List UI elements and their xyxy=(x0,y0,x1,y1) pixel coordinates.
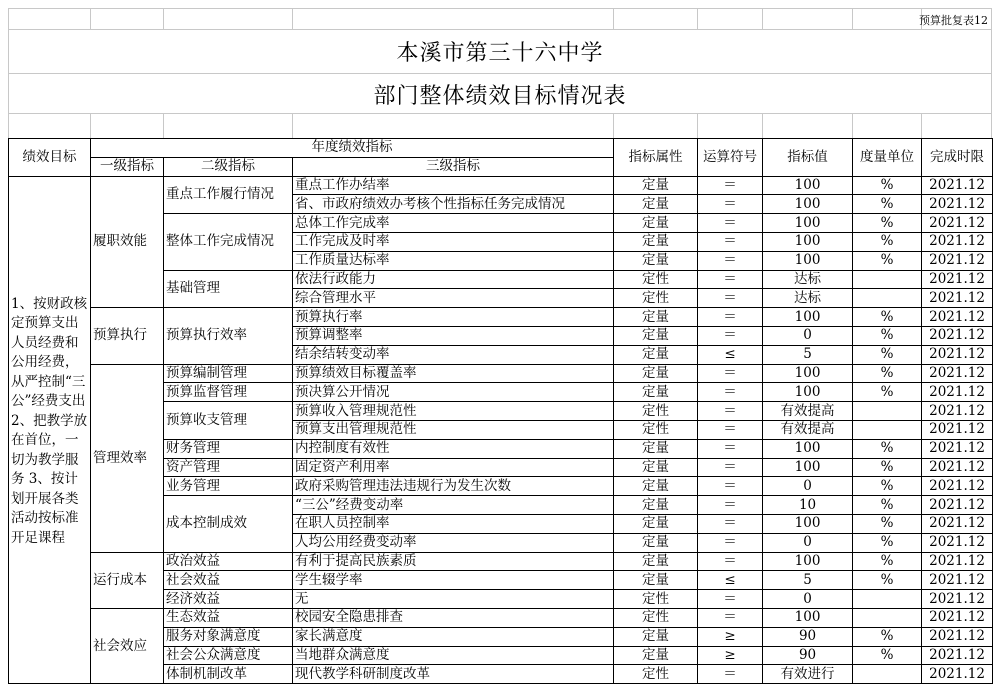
grid-line xyxy=(852,113,853,138)
level3-indicator: “三公”经费变动率 xyxy=(293,496,614,515)
table-row xyxy=(9,308,993,327)
grid-line xyxy=(697,113,698,138)
completion-deadline: 2021.12 xyxy=(922,232,993,251)
level3-indicator: 在职人员控制率 xyxy=(293,514,614,533)
grid-line xyxy=(8,8,9,138)
level3-indicator: 综合管理水平 xyxy=(293,289,614,308)
level2-indicator: 社会效益 xyxy=(164,571,293,590)
indicator-value: 达标 xyxy=(763,289,853,308)
level3-indicator: 预算绩效目标覆盖率 xyxy=(293,364,614,383)
indicator-attribute: 定量 xyxy=(614,364,698,383)
measure-unit: % xyxy=(853,571,922,590)
grid-line xyxy=(8,8,992,9)
indicator-value: 100 xyxy=(763,514,853,533)
measure-unit xyxy=(853,665,922,684)
header-deadline: 完成时限 xyxy=(922,139,993,177)
table-body xyxy=(9,176,993,684)
measure-unit: % xyxy=(853,477,922,496)
header-operator: 运算符号 xyxy=(698,139,763,177)
level2-indicator: 体制机制改革 xyxy=(164,665,293,684)
level2-indicator: 生态效益 xyxy=(164,608,293,627)
operator-symbol: ＝ xyxy=(698,251,763,270)
indicator-value: 0 xyxy=(763,590,853,609)
operator-symbol: ＝ xyxy=(698,195,763,214)
grid-line xyxy=(921,113,922,138)
measure-unit: % xyxy=(853,627,922,646)
operator-symbol: ＝ xyxy=(698,420,763,439)
indicator-attribute: 定量 xyxy=(614,458,698,477)
indicator-value: 100 xyxy=(763,552,853,571)
measure-unit: % xyxy=(853,646,922,665)
completion-deadline: 2021.12 xyxy=(922,458,993,477)
table-row xyxy=(9,176,993,195)
completion-deadline: 2021.12 xyxy=(922,251,993,270)
indicator-value: 有效进行 xyxy=(763,665,853,684)
indicator-attribute: 定量 xyxy=(614,176,698,195)
header-level3: 三级指标 xyxy=(293,157,614,176)
indicator-attribute: 定量 xyxy=(614,326,698,345)
measure-unit: % xyxy=(853,364,922,383)
level3-indicator: 预算收入管理规范性 xyxy=(293,402,614,421)
indicator-attribute: 定量 xyxy=(614,383,698,402)
measure-unit xyxy=(853,402,922,421)
level3-indicator: 总体工作完成率 xyxy=(293,214,614,233)
grid-line xyxy=(762,113,763,138)
indicator-attribute: 定量 xyxy=(614,571,698,590)
level1-indicator: 社会效应 xyxy=(91,608,164,683)
indicator-value: 有效提高 xyxy=(763,402,853,421)
indicator-attribute: 定性 xyxy=(614,289,698,308)
indicator-attribute: 定量 xyxy=(614,214,698,233)
indicator-value: 90 xyxy=(763,646,853,665)
level2-indicator: 政治效益 xyxy=(164,552,293,571)
measure-unit: % xyxy=(853,232,922,251)
level2-indicator: 预算收支管理 xyxy=(164,402,293,440)
measure-unit: % xyxy=(853,251,922,270)
operator-symbol: ≤ xyxy=(698,571,763,590)
level3-indicator: 当地群众满意度 xyxy=(293,646,614,665)
completion-deadline: 2021.12 xyxy=(922,608,993,627)
performance-goal-text: 1、按财政核定预算支出人员经费和公用经费，从严控制“三公”经费支出 2、把教学放在首位，一切为教学服务 3、按计划开展各类活动按标准开足课程 xyxy=(9,176,91,684)
grid-line xyxy=(90,113,91,138)
completion-deadline: 2021.12 xyxy=(922,533,993,552)
indicator-attribute: 定性 xyxy=(614,590,698,609)
level3-indicator: 预算支出管理规范性 xyxy=(293,420,614,439)
measure-unit: % xyxy=(853,308,922,327)
level3-indicator: 预算调整率 xyxy=(293,326,614,345)
level2-indicator: 成本控制成效 xyxy=(164,496,293,552)
completion-deadline: 2021.12 xyxy=(922,383,993,402)
measure-unit: % xyxy=(853,514,922,533)
measure-unit: % xyxy=(853,176,922,195)
indicator-attribute: 定量 xyxy=(614,308,698,327)
level3-indicator: 预算执行率 xyxy=(293,308,614,327)
measure-unit: % xyxy=(853,496,922,515)
operator-symbol: ＝ xyxy=(698,439,763,458)
operator-symbol: ＝ xyxy=(698,477,763,496)
level3-indicator: 重点工作办结率 xyxy=(293,176,614,195)
measure-unit: % xyxy=(853,439,922,458)
level1-indicator: 运行成本 xyxy=(91,552,164,608)
completion-deadline: 2021.12 xyxy=(922,364,993,383)
operator-symbol: ＝ xyxy=(698,552,763,571)
level3-indicator: 家长满意度 xyxy=(293,627,614,646)
grid-line xyxy=(697,8,698,29)
table-title: 部门整体绩效目标情况表 xyxy=(373,84,627,109)
grid-line xyxy=(613,113,614,138)
operator-symbol: ＝ xyxy=(698,289,763,308)
completion-deadline: 2021.12 xyxy=(922,552,993,571)
table-header xyxy=(9,139,993,177)
completion-deadline: 2021.12 xyxy=(922,420,993,439)
level3-indicator: 人均公用经费变动率 xyxy=(293,533,614,552)
completion-deadline: 2021.12 xyxy=(922,496,993,515)
indicator-value: 100 xyxy=(763,214,853,233)
operator-symbol: ＝ xyxy=(698,214,763,233)
completion-deadline: 2021.12 xyxy=(922,289,993,308)
operator-symbol: ＝ xyxy=(698,308,763,327)
level3-indicator: 校园安全隐患排查 xyxy=(293,608,614,627)
performance-table xyxy=(8,138,993,684)
level2-indicator: 预算监督管理 xyxy=(164,383,293,402)
operator-symbol: ＝ xyxy=(698,514,763,533)
operator-symbol: ＝ xyxy=(698,533,763,552)
level2-indicator: 预算执行效率 xyxy=(164,308,293,364)
indicator-attribute: 定量 xyxy=(614,195,698,214)
level3-indicator: 依法行政能力 xyxy=(293,270,614,289)
operator-symbol: ＝ xyxy=(698,608,763,627)
form-number-label: 预算批复表12 xyxy=(919,14,988,27)
indicator-value: 5 xyxy=(763,345,853,364)
indicator-value: 0 xyxy=(763,326,853,345)
grid-line xyxy=(292,8,293,29)
header-unit: 度量单位 xyxy=(853,139,922,177)
operator-symbol: ＝ xyxy=(698,383,763,402)
level3-indicator: 工作完成及时率 xyxy=(293,232,614,251)
operator-symbol: ＝ xyxy=(698,458,763,477)
measure-unit: % xyxy=(853,383,922,402)
completion-deadline: 2021.12 xyxy=(922,270,993,289)
measure-unit xyxy=(853,590,922,609)
indicator-attribute: 定量 xyxy=(614,552,698,571)
indicator-value: 100 xyxy=(763,232,853,251)
level2-indicator: 整体工作完成情况 xyxy=(164,214,293,270)
completion-deadline: 2021.12 xyxy=(922,477,993,496)
level2-indicator: 经济效益 xyxy=(164,590,293,609)
indicator-attribute: 定量 xyxy=(614,627,698,646)
level2-indicator: 基础管理 xyxy=(164,270,293,308)
completion-deadline: 2021.12 xyxy=(922,665,993,684)
grid-line xyxy=(8,113,992,114)
indicator-value: 100 xyxy=(763,439,853,458)
grid-line xyxy=(8,73,992,74)
completion-deadline: 2021.12 xyxy=(922,571,993,590)
completion-deadline: 2021.12 xyxy=(922,345,993,364)
indicator-value: 100 xyxy=(763,383,853,402)
indicator-value: 达标 xyxy=(763,270,853,289)
operator-symbol: ≥ xyxy=(698,627,763,646)
completion-deadline: 2021.12 xyxy=(922,627,993,646)
level1-indicator: 管理效率 xyxy=(91,364,164,552)
header-annual-indicators: 年度绩效指标 xyxy=(91,139,614,158)
measure-unit: % xyxy=(853,326,922,345)
operator-symbol: ＝ xyxy=(698,496,763,515)
table-row xyxy=(9,364,993,383)
indicator-attribute: 定性 xyxy=(614,402,698,421)
level2-indicator: 资产管理 xyxy=(164,458,293,477)
grid-line xyxy=(163,113,164,138)
grid-line xyxy=(292,113,293,138)
grid-line xyxy=(991,8,992,138)
operator-symbol: ＝ xyxy=(698,665,763,684)
indicator-value: 90 xyxy=(763,627,853,646)
indicator-attribute: 定量 xyxy=(614,514,698,533)
indicator-attribute: 定性 xyxy=(614,665,698,684)
indicator-attribute: 定性 xyxy=(614,270,698,289)
indicator-value: 100 xyxy=(763,608,853,627)
indicator-value: 100 xyxy=(763,308,853,327)
level3-indicator: 现代教学科研制度改革 xyxy=(293,665,614,684)
header-level1: 一级指标 xyxy=(91,157,164,176)
level3-indicator: 内控制度有效性 xyxy=(293,439,614,458)
completion-deadline: 2021.12 xyxy=(922,439,993,458)
indicator-value: 有效提高 xyxy=(763,420,853,439)
indicator-attribute: 定性 xyxy=(614,608,698,627)
completion-deadline: 2021.12 xyxy=(922,514,993,533)
measure-unit xyxy=(853,608,922,627)
completion-deadline: 2021.12 xyxy=(922,308,993,327)
completion-deadline: 2021.12 xyxy=(922,195,993,214)
indicator-value: 0 xyxy=(763,477,853,496)
measure-unit xyxy=(853,420,922,439)
indicator-attribute: 定量 xyxy=(614,251,698,270)
level3-indicator: 政府采购管理违法违规行为发生次数 xyxy=(293,477,614,496)
measure-unit: % xyxy=(853,533,922,552)
grid-line xyxy=(852,8,853,29)
indicator-attribute: 定量 xyxy=(614,477,698,496)
header-value: 指标值 xyxy=(763,139,853,177)
operator-symbol: ≤ xyxy=(698,345,763,364)
measure-unit xyxy=(853,270,922,289)
completion-deadline: 2021.12 xyxy=(922,214,993,233)
level3-indicator: 有利于提高民族素质 xyxy=(293,552,614,571)
operator-symbol: ＝ xyxy=(698,364,763,383)
level2-indicator: 业务管理 xyxy=(164,477,293,496)
header-level2: 二级指标 xyxy=(164,157,293,176)
level2-indicator: 服务对象满意度 xyxy=(164,627,293,646)
level2-indicator: 社会公众满意度 xyxy=(164,646,293,665)
measure-unit: % xyxy=(853,345,922,364)
header-attribute: 指标属性 xyxy=(614,139,698,177)
indicator-attribute: 定量 xyxy=(614,345,698,364)
level2-indicator: 预算编制管理 xyxy=(164,364,293,383)
table-row xyxy=(9,608,993,627)
completion-deadline: 2021.12 xyxy=(922,590,993,609)
operator-symbol: ＝ xyxy=(698,402,763,421)
grid-line xyxy=(90,8,91,29)
operator-symbol: ＝ xyxy=(698,326,763,345)
operator-symbol: ＝ xyxy=(698,232,763,251)
operator-symbol: ＝ xyxy=(698,590,763,609)
grid-line xyxy=(762,8,763,29)
indicator-attribute: 定量 xyxy=(614,533,698,552)
table-row xyxy=(9,552,993,571)
measure-unit: % xyxy=(853,552,922,571)
operator-symbol: ＝ xyxy=(698,176,763,195)
indicator-attribute: 定性 xyxy=(614,420,698,439)
operator-symbol: ＝ xyxy=(698,270,763,289)
indicator-value: 10 xyxy=(763,496,853,515)
indicator-value: 5 xyxy=(763,571,853,590)
indicator-value: 100 xyxy=(763,251,853,270)
measure-unit: % xyxy=(853,458,922,477)
level3-indicator: 工作质量达标率 xyxy=(293,251,614,270)
indicator-attribute: 定量 xyxy=(614,496,698,515)
indicator-value: 100 xyxy=(763,364,853,383)
grid-line xyxy=(613,8,614,29)
level3-indicator: 预决算公开情况 xyxy=(293,383,614,402)
measure-unit: % xyxy=(853,195,922,214)
completion-deadline: 2021.12 xyxy=(922,176,993,195)
level3-indicator: 固定资产利用率 xyxy=(293,458,614,477)
completion-deadline: 2021.12 xyxy=(922,326,993,345)
indicator-attribute: 定量 xyxy=(614,232,698,251)
measure-unit xyxy=(853,289,922,308)
grid-line xyxy=(8,29,992,30)
school-name-title: 本溪市第三十六中学 xyxy=(396,41,604,66)
level3-indicator: 省、市政府绩效办考核个性指标任务完成情况 xyxy=(293,195,614,214)
indicator-attribute: 定量 xyxy=(614,439,698,458)
indicator-value: 100 xyxy=(763,195,853,214)
level1-indicator: 预算执行 xyxy=(91,308,164,364)
level3-indicator: 无 xyxy=(293,590,614,609)
level3-indicator: 学生辍学率 xyxy=(293,571,614,590)
header-goal: 绩效目标 xyxy=(9,139,91,177)
operator-symbol: ≥ xyxy=(698,646,763,665)
indicator-value: 100 xyxy=(763,458,853,477)
level3-indicator: 结余结转变动率 xyxy=(293,345,614,364)
grid-line xyxy=(163,8,164,29)
level1-indicator: 履职效能 xyxy=(91,176,164,308)
level2-indicator: 财务管理 xyxy=(164,439,293,458)
completion-deadline: 2021.12 xyxy=(922,646,993,665)
indicator-attribute: 定量 xyxy=(614,646,698,665)
indicator-value: 100 xyxy=(763,176,853,195)
level2-indicator: 重点工作履行情况 xyxy=(164,176,293,214)
completion-deadline: 2021.12 xyxy=(922,402,993,421)
measure-unit: % xyxy=(853,214,922,233)
indicator-value: 0 xyxy=(763,533,853,552)
